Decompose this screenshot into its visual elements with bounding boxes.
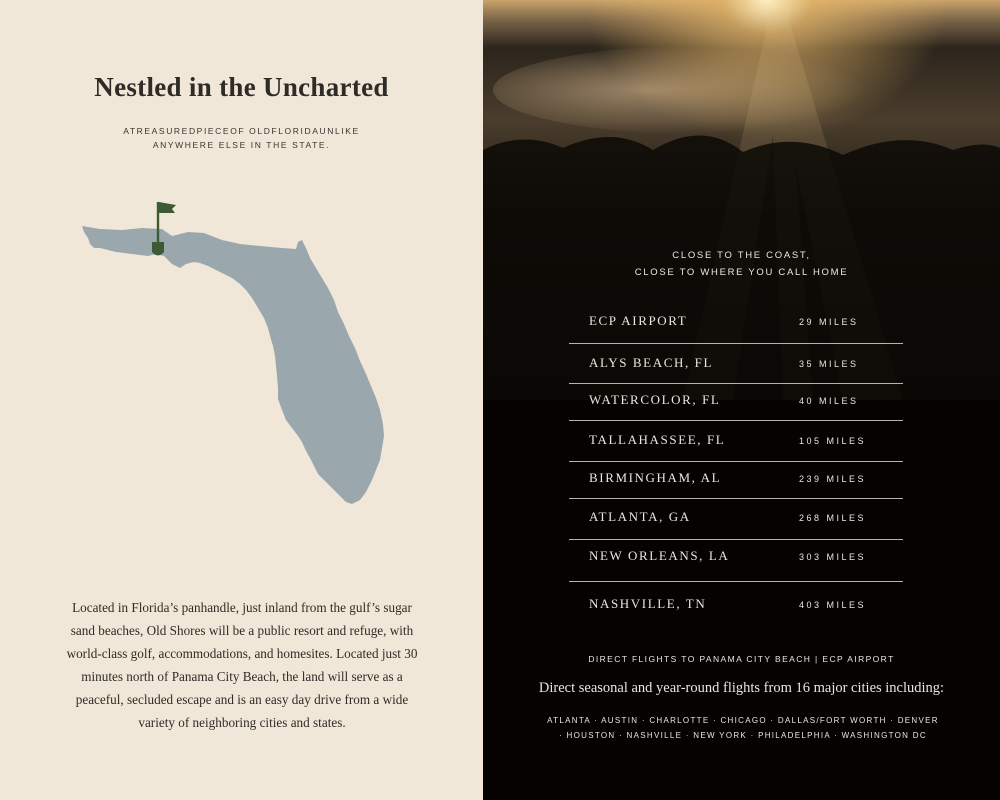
divider (569, 343, 903, 344)
distance-row (569, 313, 903, 353)
distance-city: WATERCOLOR, FL (589, 392, 721, 407)
distance-row (569, 509, 903, 549)
distance-city: ATLANTA, GA (589, 509, 691, 524)
flights-lead: Direct seasonal and year-round flights from 16 major cities including: (538, 680, 945, 696)
right-panel (483, 0, 1000, 800)
divider (569, 498, 903, 499)
page-title: Nestled in the Uncharted (94, 72, 389, 102)
florida-map (70, 196, 400, 514)
divider (569, 461, 903, 462)
city-list (543, 713, 943, 743)
subtitle-line-1: ATREASUREDPIECEOF OLDFLORIDAUNLIKE (123, 126, 360, 136)
distance-row (569, 392, 903, 432)
distance-miles: 239 MILES (799, 474, 867, 484)
distance-row (569, 432, 903, 472)
distance-city: BIRMINGHAM, AL (589, 470, 722, 485)
body-paragraph: Located in Florida’s panhandle, just inland from the gulf’s sugar sand beaches, Old Shores will be a public resort and refuge, with world-class golf, accommodations, and homesites. Located just 30 minutes north of Panama City Beach, the land will serve as a peaceful, secluded escape and is an easy day drive from a wide variety of neighboring cities and states. (66, 600, 418, 730)
distance-row (569, 596, 903, 636)
flights-heading: DIRECT FLIGHTS TO PANAMA CITY BEACH | ECP AIRPORT (588, 654, 895, 664)
subtitle-line-2: ANYWHERE ELSE IN THE STATE. (152, 140, 331, 150)
tagline-line-1: CLOSE TO THE COAST, (672, 250, 811, 261)
distance-row (569, 470, 903, 510)
tagline-line-2: CLOSE TO WHERE YOU CALL HOME (634, 267, 849, 278)
distance-city: ECP AIRPORT (589, 313, 688, 328)
distance-city: ALYS BEACH, FL (589, 355, 714, 370)
distance-row (569, 355, 903, 395)
tagline (483, 247, 1000, 281)
distance-miles: 40 MILES (799, 396, 859, 406)
distance-miles: 29 MILES (799, 317, 859, 327)
florida-shape (82, 226, 384, 504)
distance-city: TALLAHASSEE, FL (589, 432, 726, 447)
distance-city: NEW ORLEANS, LA (589, 548, 730, 563)
distance-miles: 105 MILES (799, 436, 867, 446)
distance-miles: 268 MILES (799, 513, 867, 523)
distance-miles: 403 MILES (799, 600, 867, 610)
distance-city: NASHVILLE, TN (589, 596, 707, 611)
distance-miles: 303 MILES (799, 552, 867, 562)
left-panel (0, 0, 483, 800)
subtitle (0, 124, 483, 152)
divider (569, 539, 903, 540)
divider (569, 420, 903, 421)
distance-row (569, 548, 903, 588)
city-list-line-2: · HOUSTON · NASHVILLE · NEW YORK · PHILADELPHIA · WASHINGTON DC (559, 731, 927, 740)
city-list-line-1: ATLANTA · AUSTIN · CHARLOTTE · CHICAGO · DALLAS/FORT WORTH · DENVER (547, 716, 939, 725)
distance-miles: 35 MILES (799, 359, 859, 369)
divider (569, 581, 903, 582)
divider (569, 383, 903, 384)
